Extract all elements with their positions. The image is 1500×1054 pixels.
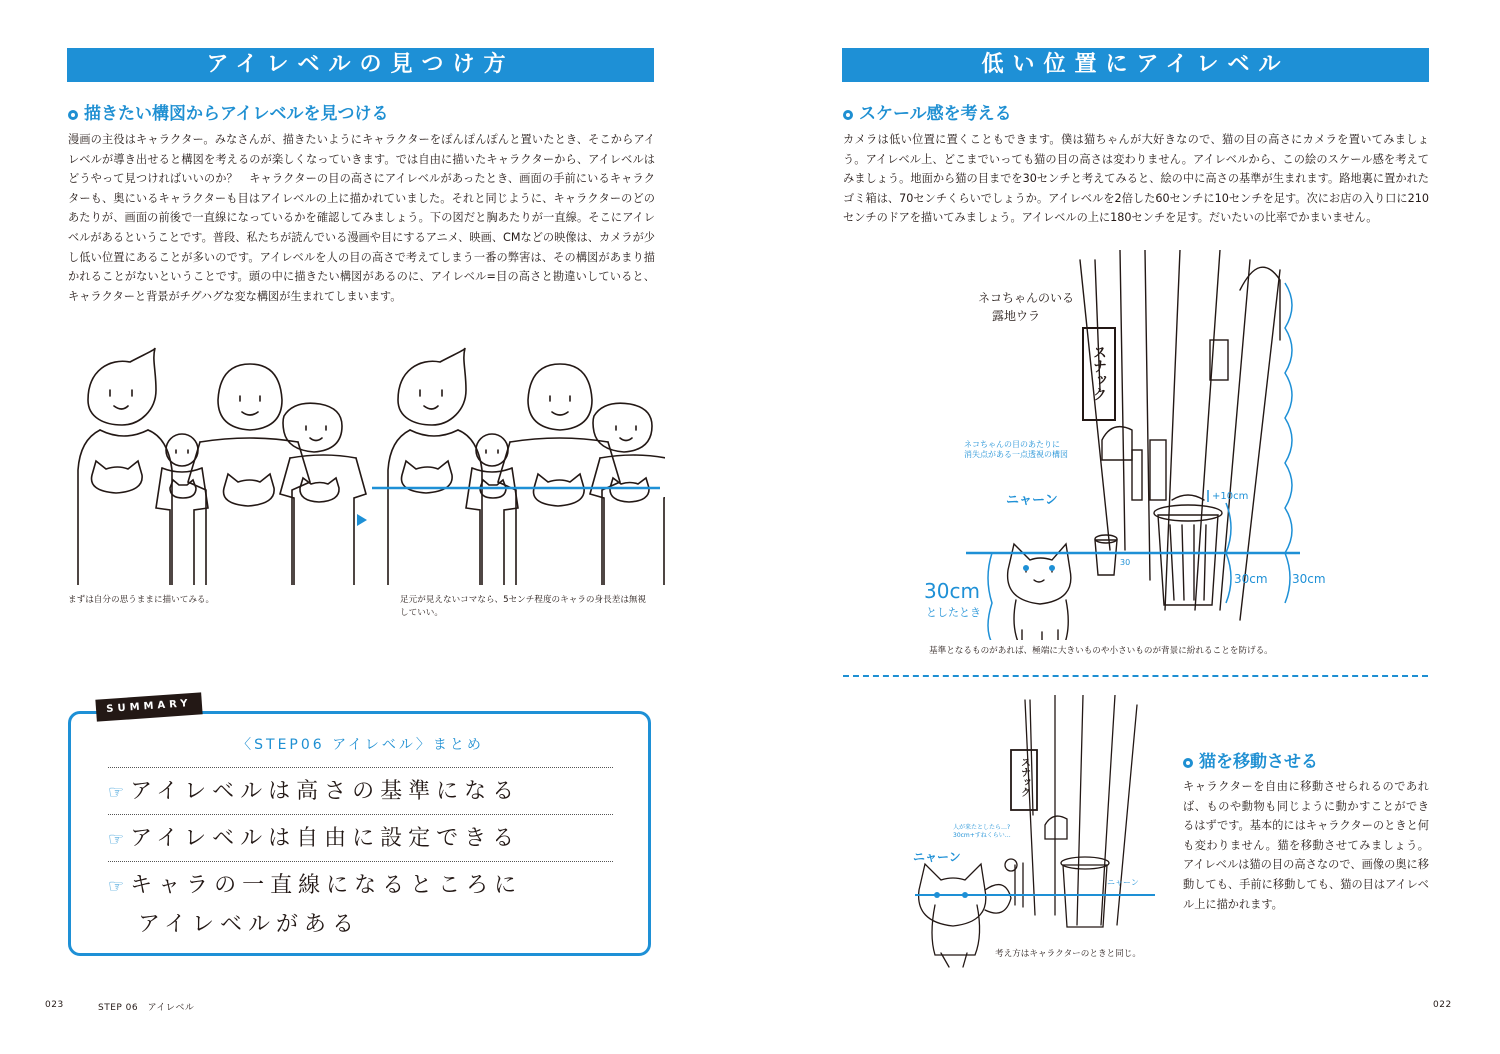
right-body-1: カメラは低い位置に置くこともできます。僕は猫ちゃんが大好きなので、猫の目の高さにカメラを置いてみましょう。アイレベル上、どこまでいっても猫の目の高さは変わりません。アイレベルから、この絵のスケール感を考えてみましょう。地面から猫の目までを30センチと考えてみると、絵の中に高さの基準が生まれます。路地裏に置かれたゴミ箱は、70センチくらいでしょうか。アイレベルを2倍した60センチに10センチを足す。次にお店の入り口に210センチのドアを描いてみましょう。アイレベルの上に180センチを足す。だいたいの比率でかまいません。	[843, 133, 1429, 225]
divider	[108, 767, 613, 768]
alley-illustration	[920, 250, 1340, 640]
summary-title: 〈STEP06 アイレベル〉まとめ	[237, 737, 484, 753]
left-banner: アイレベルの見つけ方	[67, 48, 654, 82]
eye-dot	[1023, 565, 1029, 571]
measure-label: +10cm	[1212, 491, 1249, 502]
arrow-right-icon	[357, 514, 367, 526]
measure-arc	[1285, 553, 1290, 603]
right-subhead-2	[1183, 747, 1318, 772]
right-subhead-1-text: スケール感を考える	[859, 104, 1012, 124]
right-subhead-1	[843, 99, 1012, 124]
left-body: 漫画の主役はキャラクター。みなさんが、描きたいようにキャラクターをぽんぽんぽんと置いたとき、そこからアイレベルが導き出せると構図を考えるのが楽しくなっていきます。では自由に描いたキャラクターから、アイレベルはどうやって見つければいいのか？ キャラクターの目の高さにアイレベルがあったとき、画面の手前にいるキャラクターも、奥にいるキャラクターも目はアイレベルの上に描かれていました。それと同じように、キャラクターのどのあたりが、画面の前後で一直線になっているかを確認してみましょう。下の図だと胸あたりが一直線。そこにアイレベルがあるということです。普段、私たちが読んでいる漫画や目にするアニメ、映画、CMなどの映像は、カメラが少し低い位置にあることが多いのです。アイレベルを人の目の高さで考えてしまう一番の弊害は、その構図があまり描かれることがないということです。頭の中に描きたい構図があるのに、アイレベル=目の高さと勘違いしていると、キャラクターと背景がチグハグな変な構図が生まれてしまいます。	[68, 133, 655, 303]
right-panel-figures	[388, 348, 665, 585]
divider	[108, 814, 613, 815]
measure-label: 30cm	[1234, 572, 1268, 586]
meow-label: ニャーン	[1107, 878, 1139, 887]
person-note: 30cm+すねくらい…	[953, 832, 1011, 839]
right-body-2: キャラクターを自由に移動させられるのであれば、ものや動物も同じように動かすことができるはずです。基本的にはキャラクターのときと何も変わりません。猫を移動させてみましょう。アイレベルは猫の目の高さなので、画像の奥に移動しても、手前に移動しても、猫の目はアイレベル上に描かれます。	[1183, 780, 1429, 911]
illus-title: ネコちゃんのいる	[978, 291, 1075, 305]
section-divider	[843, 675, 1428, 677]
right-banner: 低い位置にアイレベル	[842, 48, 1429, 82]
snack-sign: スナック	[1018, 757, 1030, 797]
caption-right: 足元が見えないコマなら、5センチ程度のキャラの身長差は無視していい。	[400, 595, 647, 618]
snack-sign: スナック	[1091, 345, 1107, 401]
summary-item-continued: アイレベルがある	[138, 912, 361, 937]
measure-arc	[1285, 283, 1292, 553]
meow-label: ニャーン	[913, 850, 961, 864]
left-panel-figures	[78, 348, 366, 585]
eye-dot	[934, 892, 940, 898]
measure-arc	[1226, 553, 1231, 603]
caption-moving: 考え方はキャラクターのときと同じ。	[995, 949, 1141, 959]
meow-label: ニャーン	[1006, 493, 1058, 508]
bullet-icon	[68, 110, 78, 120]
summary-item	[108, 867, 613, 906]
right-subhead-2-text: 猫を移動させる	[1199, 752, 1318, 772]
illus-title: 露地ウラ	[992, 309, 1041, 323]
vanishing-note: ネコちゃんの目のあたりに	[964, 440, 1060, 449]
left-subhead	[68, 99, 388, 124]
summary-item	[108, 773, 613, 812]
pointing-hand-icon: ☞	[108, 876, 125, 897]
divider	[108, 861, 613, 862]
characters-illustration	[70, 340, 665, 585]
summary-item-text: キャラの一直線になるところに	[130, 873, 523, 898]
summary-item-text: アイレベルは高さの基準になる	[130, 779, 521, 804]
moving-cat-illustration	[905, 695, 1165, 970]
left-subhead-text: 描きたい構図からアイレベルを見つける	[84, 104, 389, 124]
pointing-hand-icon: ☞	[108, 829, 125, 850]
pointing-hand-icon: ☞	[108, 782, 125, 803]
caption-alley: 基準となるものがあれば、極端に大きいものや小さいものが背景に紛れることを防げる。	[929, 646, 1273, 656]
measure-label-sub: としたとき	[926, 606, 981, 619]
page-number-left: 023	[45, 1000, 64, 1010]
bullet-icon	[843, 110, 853, 120]
vanishing-note: 消失点がある一点透視の構図	[964, 450, 1068, 459]
summary-item-text: アイレベルは自由に設定できる	[130, 826, 521, 851]
measure-label: 30	[1120, 558, 1131, 567]
measure-label-big: 30cm	[924, 579, 980, 603]
summary-item	[108, 820, 613, 859]
chapter-label: STEP 06 アイレベル	[98, 1003, 195, 1013]
measure-arc	[988, 553, 992, 640]
eye-dot	[1049, 565, 1055, 571]
page-number-right: 022	[1433, 1000, 1452, 1010]
summary-tag: SUMMARY	[95, 692, 202, 721]
caption-left: まずは自分の思うままに描いてみる。	[68, 595, 215, 605]
measure-label: 30cm	[1292, 572, 1326, 586]
person-note: 人が来たとしたら…?	[953, 824, 1011, 831]
bullet-icon	[1183, 758, 1193, 768]
eye-dot	[962, 892, 968, 898]
